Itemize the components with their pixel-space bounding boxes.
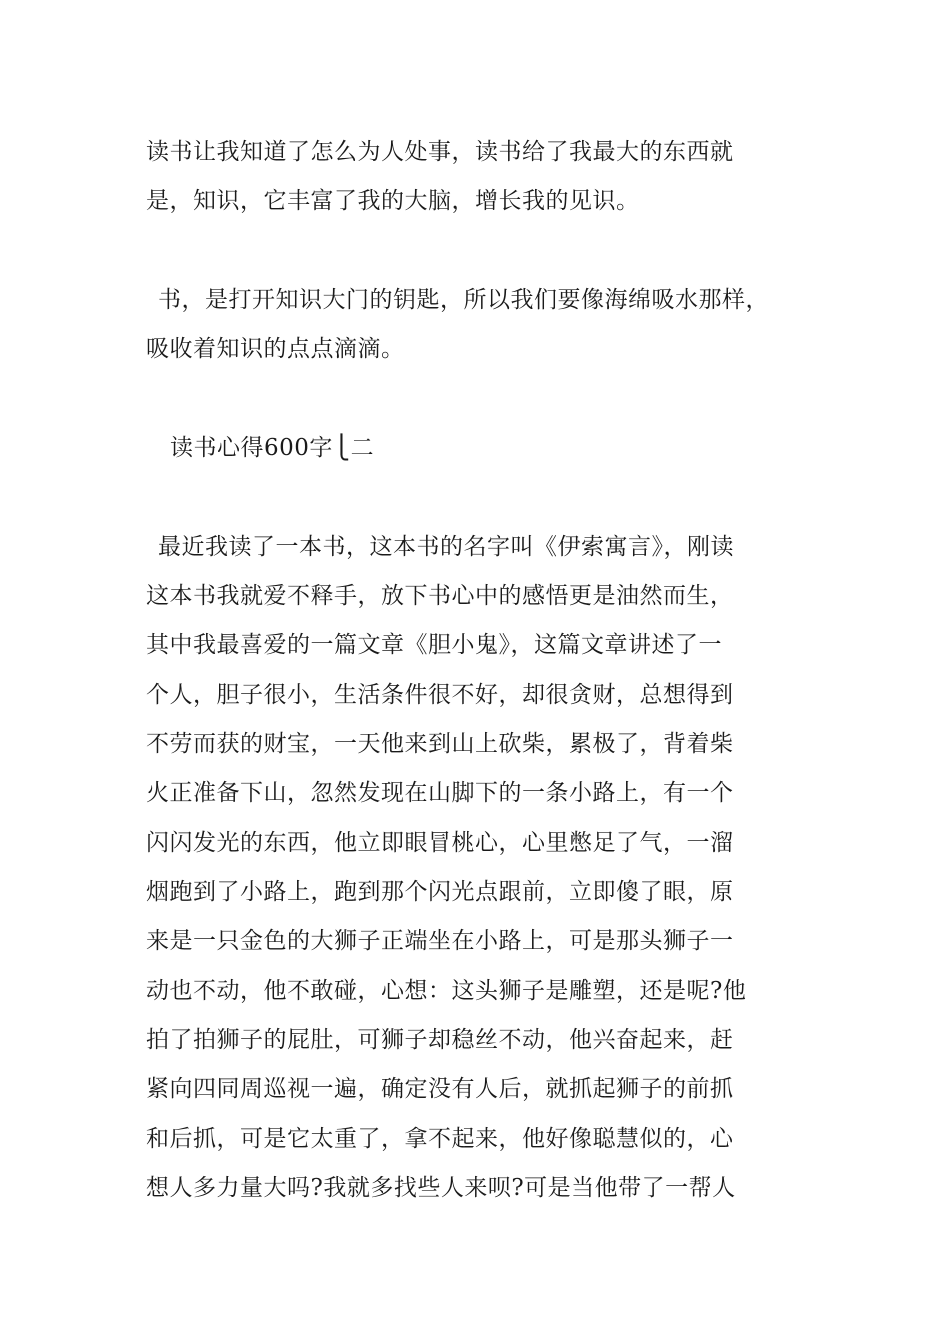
paragraph-3-line-10: 动也不动，他不敢碰，心想：这头狮子是雕塑，还是呢?他 bbox=[146, 978, 747, 1004]
paragraph-3-line-8: 烟跑到了小路上，跑到那个闪光点跟前，立即傻了眼，原 bbox=[146, 879, 734, 905]
paragraph-1-line-1: 读书让我知道了怎么为人处事，读书给了我最大的东西就 bbox=[146, 139, 734, 165]
paragraph-3-line-3: 其中我最喜爱的一篇文章《胆小鬼》，这篇文章讲述了一 bbox=[146, 632, 722, 658]
paragraph-3-line-4: 个人，胆子很小，生活条件很不好，却很贪财，总想得到 bbox=[146, 682, 734, 708]
section-heading: 读书心得600字⎩二 bbox=[170, 435, 375, 461]
paragraph-3-line-1: 最近我读了一本书，这本书的名字叫《伊索寓言》，刚读 bbox=[158, 534, 734, 560]
paragraph-1-line-2: 是，知识，它丰富了我的大脑，增长我的见识。 bbox=[146, 188, 640, 214]
paragraph-3-line-5: 不劳而获的财宝，一天他来到山上砍柴，累极了，背着柴 bbox=[146, 731, 734, 757]
paragraph-2-line-2: 吸收着知识的点点滴滴。 bbox=[146, 336, 405, 362]
paragraph-3-line-7: 闪闪发光的东西，他立即眼冒桃心，心里憋足了气，一溜 bbox=[146, 830, 734, 856]
paragraph-3-line-13: 和后抓，可是它太重了，拿不起来，他好像聪慧似的，心 bbox=[146, 1126, 734, 1152]
paragraph-3-line-11: 拍了拍狮子的屁肚，可狮子却稳丝不动，他兴奋起来，赶 bbox=[146, 1027, 734, 1053]
paragraph-3-line-14: 想人多力量大吗?我就多找些人来呗?可是当他带了一帮人 bbox=[146, 1175, 736, 1201]
paragraph-3-line-9: 来是一只金色的大狮子正端坐在小路上，可是那头狮子一 bbox=[146, 928, 734, 954]
paragraph-3-line-2: 这本书我就爱不释手，放下书心中的感悟更是油然而生， bbox=[146, 583, 734, 609]
paragraph-3-line-12: 紧向四同周巡视一遍，确定没有人后，就抓起狮子的前抓 bbox=[146, 1076, 734, 1102]
paragraph-2-line-1: 书，是打开知识大门的钥匙，所以我们要像海绵吸水那样， bbox=[158, 287, 769, 313]
paragraph-3-line-6: 火正准备下山，忽然发现在山脚下的一条小路上，有一个 bbox=[146, 780, 734, 806]
